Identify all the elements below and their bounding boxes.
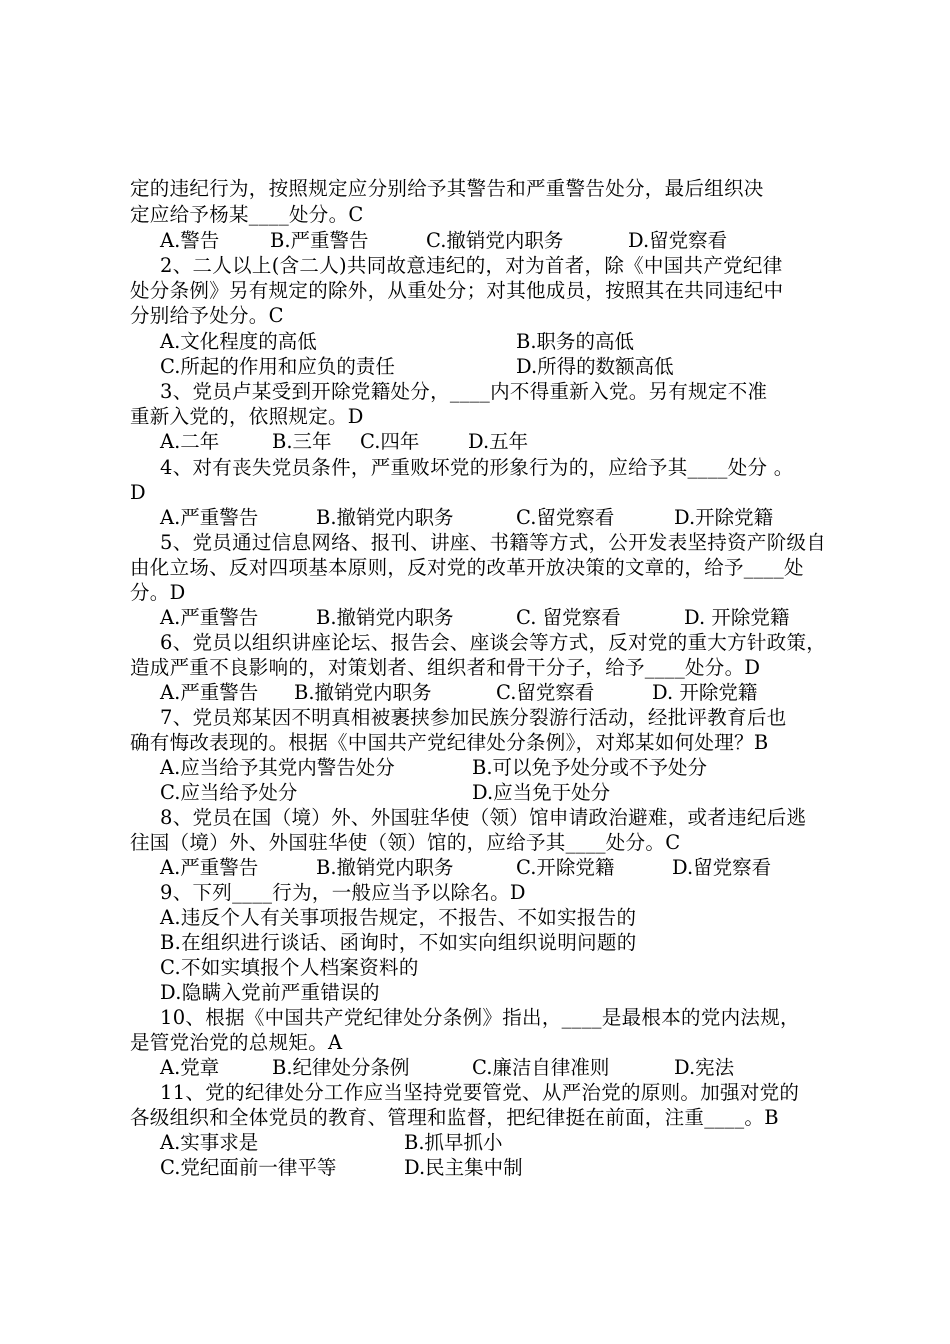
text-line: 分别给予处分。C (130, 304, 284, 327)
option-b: B.撤销党内职务 (316, 506, 454, 529)
option-b: B.撤销党内职务 (316, 856, 454, 879)
options-row-q10 (160, 1055, 860, 1080)
option-c: C.党纪面前一律平等 (160, 1156, 337, 1179)
option-b: B.三年 (272, 430, 332, 453)
text-line: 定应给予杨某____处分。C (130, 203, 364, 226)
option-c: C.四年 (360, 430, 420, 453)
question-6: 6、党员以组织讲座论坛、报告会、座谈会等方式，反对党的重大方针政策， (160, 631, 827, 654)
options-row-q11a (160, 1130, 860, 1155)
option-d: D. 开除党籍 (684, 606, 790, 629)
option-a: A.二年 (160, 430, 220, 453)
options-row-q8 (160, 855, 860, 880)
option-c: C.所起的作用和应负的责任 (160, 355, 395, 378)
option-b: B.撤销党内职务 (316, 606, 454, 629)
option-d: D.宪法 (674, 1056, 735, 1079)
options-row-q6 (160, 680, 860, 705)
option-c: C.应当给予处分 (160, 781, 298, 804)
option-b: B.纪律处分条例 (272, 1056, 410, 1079)
option-d: D.留党察看 (672, 856, 772, 879)
option-b: B.职务的高低 (516, 330, 635, 353)
text-line: 造成严重不良影响的，对策划者、组织者和骨干分子，给予____处分。D (130, 656, 761, 679)
question-4: 4、对有丧失党员条件，严重败坏党的形象行为的，应给予其____处分 。 (160, 456, 794, 479)
question-7: 7、党员郑某因不明真相被裹挟参加民族分裂游行活动，经批评教育后也 (160, 706, 787, 729)
text-line: 处分条例》另有规定的除外，从重处分；对其他成员，按照其在共同违纪中 (130, 279, 784, 302)
question-2: 2、二人以上(含二人)共同故意违纪的，对为首者，除《中国共产党纪律 (160, 254, 783, 277)
option-d: D.应当免于处分 (472, 781, 611, 804)
option-d: D.所得的数额高低 (516, 355, 674, 378)
option-c: C.开除党籍 (516, 856, 615, 879)
options-row-q5 (160, 605, 860, 630)
question-3: 3、党员卢某受到开除党籍处分，____内不得重新入党。另有规定不准 (160, 380, 768, 403)
options-row-q2a (160, 329, 860, 354)
option-d: D.开除党籍 (674, 506, 774, 529)
option-d: D.留党察看 (628, 229, 728, 252)
text-line: 确有悔改表现的。根据《中国共产党纪律处分条例》，对郑某如何处理？B (130, 731, 769, 754)
options-row-q2b (160, 354, 860, 379)
option-c: C.撤销党内职务 (426, 229, 564, 252)
option-d: D. 开除党籍 (652, 681, 758, 704)
option-c: C.廉洁自律准则 (472, 1056, 610, 1079)
question-5: 5、党员通过信息网络、报刊、讲座、书籍等方式，公开发表坚持资产阶级自 (160, 531, 827, 554)
option-c: C. 留党察看 (516, 606, 621, 629)
text-line: 重新入党的，依照规定。D (130, 405, 364, 428)
option-a: A.实事求是 (160, 1131, 259, 1154)
option-a: A.党章 (160, 1056, 220, 1079)
options-row-q7a (160, 755, 860, 780)
text-line: 往国（境）外、外国驻华使（领）馆的，应给予其____处分。C (130, 831, 681, 854)
option-a: A.文化程度的高低 (160, 330, 317, 353)
option-a: A.违反个人有关事项报告规定，不报告、不如实报告的 (160, 906, 637, 929)
options-row-q11b (160, 1155, 860, 1180)
option-d: D.隐瞒入党前严重错误的 (160, 981, 380, 1004)
option-b: B.撤销党内职务 (294, 681, 432, 704)
question-9: 9、下列____行为，一般应当予以除名。D (160, 881, 526, 904)
option-b: B.抓早抓小 (404, 1131, 503, 1154)
text-line: 定的违纪行为，按照规定应分别给予其警告和严重警告处分，最后组织决 (130, 177, 764, 200)
question-10: 10、根据《中国共产党纪律处分条例》指出，____是最根本的党内法规， (160, 1006, 800, 1029)
question-8: 8、党员在国（境）外、外国驻华使（领）馆申请政治避难，或者违纪后逃 (160, 806, 807, 829)
option-c: C.留党察看 (516, 506, 615, 529)
text-line: 各级组织和全体党员的教育、管理和监督，把纪律挺在前面，注重____。B (130, 1106, 779, 1129)
text-line: D (130, 481, 146, 504)
option-a: A.应当给予其党内警告处分 (160, 756, 395, 779)
option-a: A.严重警告 (160, 681, 259, 704)
option-c: C.不如实填报个人档案资料的 (160, 956, 419, 979)
question-11: 11、党的纪律处分工作应当坚持党要管党、从严治党的原则。加强对党的 (160, 1081, 800, 1104)
option-b: B.可以免予处分或不予处分 (472, 756, 708, 779)
option-a: A.严重警告 (160, 506, 259, 529)
option-a: A.严重警告 (160, 856, 259, 879)
option-a: A.警告 (160, 229, 220, 252)
option-c: C.留党察看 (496, 681, 595, 704)
options-row-q7b (160, 780, 860, 805)
option-a: A.严重警告 (160, 606, 259, 629)
option-d: D.民主集中制 (404, 1156, 523, 1179)
text-line: 是管党治党的总规矩。A (130, 1031, 343, 1054)
text-line: 由化立场、反对四项基本原则，反对党的改革开放决策的文章的，给予____处 (130, 556, 804, 579)
options-row-q4 (160, 505, 860, 530)
option-b: B.在组织进行谈话、函询时，不如实向组织说明问题的 (160, 931, 637, 954)
options-row-q1 (160, 228, 860, 253)
text-line: 分。D (130, 581, 186, 604)
options-row-q3 (160, 429, 860, 454)
option-b: B.严重警告 (270, 229, 369, 252)
option-d: D.五年 (468, 430, 529, 453)
